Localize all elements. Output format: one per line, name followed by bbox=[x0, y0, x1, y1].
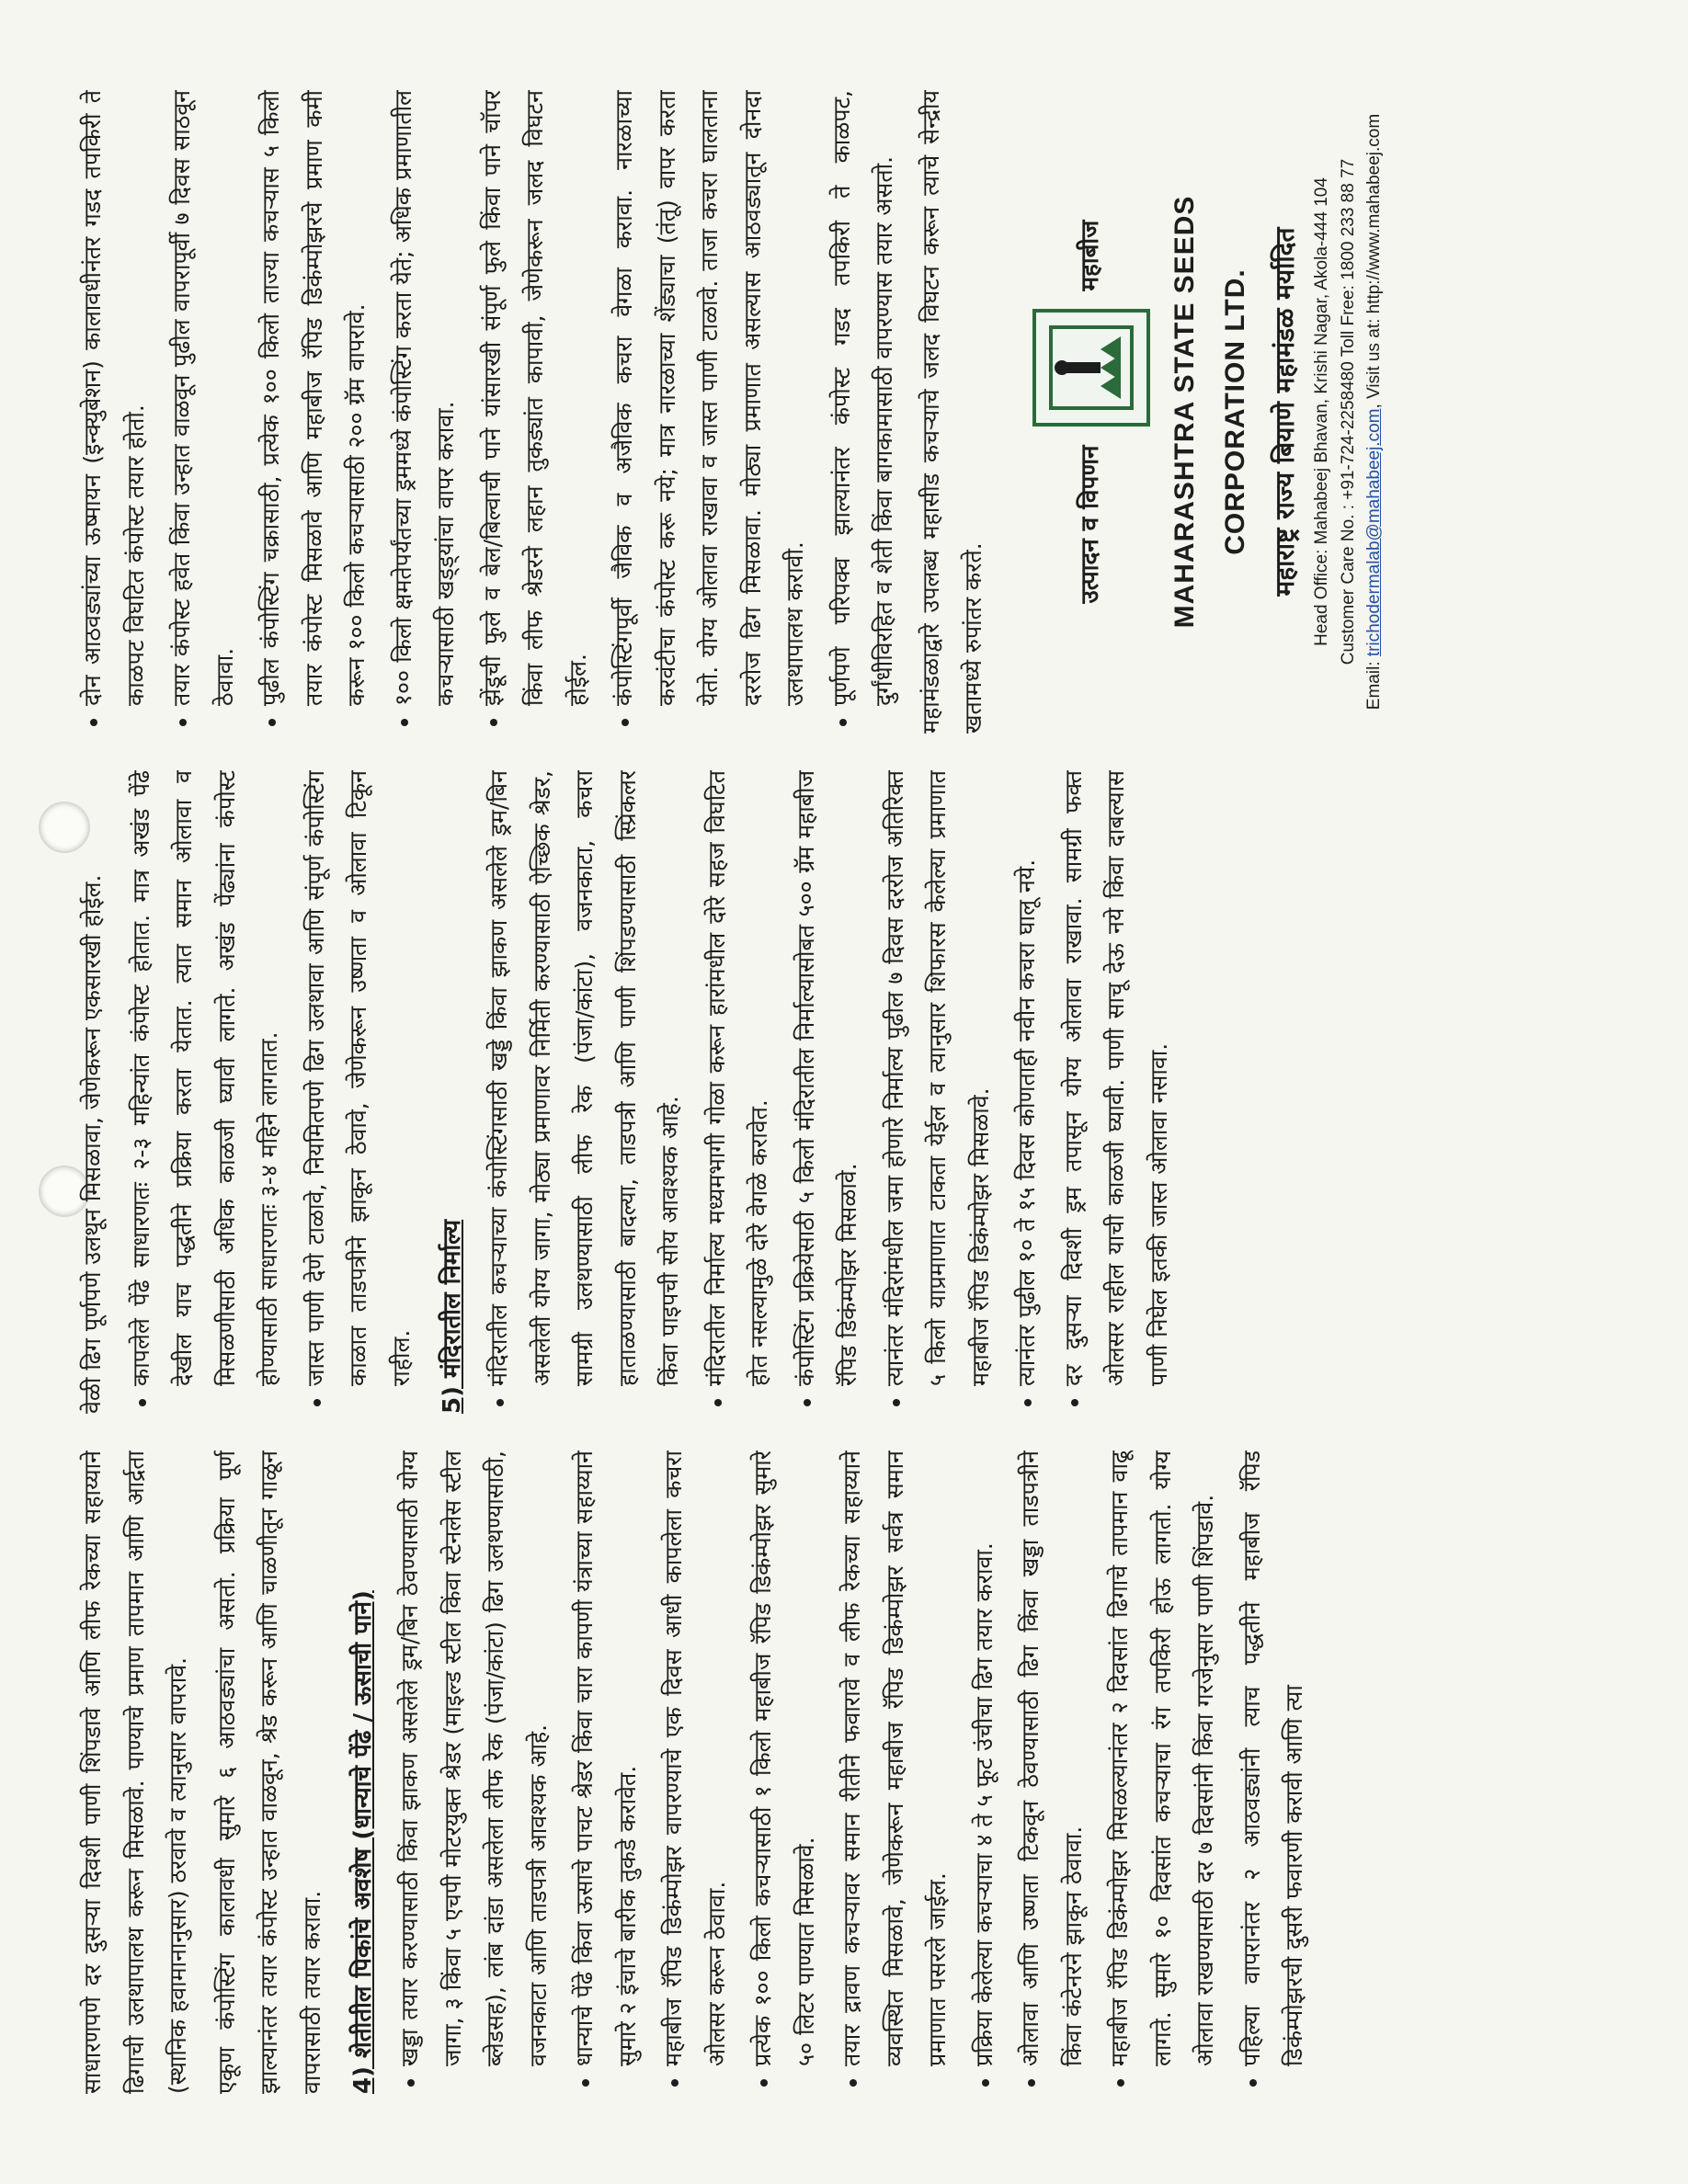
column-2 bbox=[72, 770, 1616, 1414]
list-item: • त्यानंतर पुढील १० ते १५ दिवस कोणताही नवीन कचरा घालू नये. bbox=[1006, 770, 1049, 1386]
paragraph: एकूण कंपोस्टिंग कालावधी सुमारे ६ आठवड्यांचा असतो. प्रक्रिया पूर्ण झाल्यानंतर तयार कंपोस्ट उन्हात वाळवून, श्रेड करून आणि चाळणीतून गाळून वापरासाठी तयार करावा. bbox=[212, 1450, 325, 2094]
leaflet-page bbox=[35, 35, 1653, 2149]
list-item: • तयार द्रावण कचऱ्यावर समान रीतीने फवारावे व लीफ रेकच्या सहाय्याने व्यवस्थित मिसळावे, जेणेकरून महाबीज रॅपिड डिकंम्पोझर सर्वत्र समान प्रमाणात पसरले जाईल. bbox=[831, 1450, 960, 2066]
list-item: • झेंडूची फुले व बेल/बिल्वाची पाने यांसारखी संपूर्ण फुले किंवा पाने चॉपर किंवा लीफ श्रेडरने लहान तुकड्यांत कापावी, जेणेकरून जलद विघटन होईल. bbox=[472, 90, 600, 706]
list-item: • तयार कंपोस्ट हवेत किंवा उन्हात वाळवून पुढील वापरापूर्वी ७ दिवस साठवून ठेवावा. bbox=[161, 90, 246, 706]
list-item: • दोन आठवड्यांच्या ऊष्मायन (इन्क्युबेशन) कालावधीनंतर गडद तपकिरी ते काळपट विघटित कंपोस्ट तयार होतो. bbox=[72, 90, 157, 706]
logo-row bbox=[1032, 90, 1150, 734]
list-item: • पूर्णपणे परिपक्व झाल्यानंतर कंपोस्ट गडद तपकिरी ते काळपट, दुर्गंधीविरहित व शेती किंवा बागकामासाठी वापरण्यास तयार असतो. bbox=[821, 90, 907, 706]
website-text: , Visit us at: http://www.mahabeej.com bbox=[1364, 113, 1385, 409]
list-item: • ओलावा आणि उष्णता टिकवून ठेवण्यासाठी ढिग किंवा खड्डा ताडपत्रीने किंवा कंटेनरने झाकून ठेवावा. bbox=[1009, 1450, 1095, 2066]
list-item: • १०० किलो क्षमतेपर्यंतच्या ड्रममध्ये कंपोस्टिंग करता येते; अधिक प्रमाणातील कचऱ्यासाठी खड्ड्यांचा वापर करावा. bbox=[382, 90, 468, 706]
list-item: • त्यानंतर मंदिरांमधील जमा होणारे निर्माल्य पुढील ७ दिवस दररोज अतिरिक्त ५ किलो याप्रमाणात टाकता येईल व त्यानुसार शिफारस केलेल्या प्रमाणात महाबीज रॅपिड डिकंम्पोझर मिसळावे. bbox=[874, 770, 1003, 1386]
list-item: • पहिल्या वापरानंतर २ आठवड्यांनी त्याच पद्धतीने महाबीज रॅपिड डिकंम्पोझरची दुसरी फवारणी करावी आणि त्या bbox=[1231, 1450, 1317, 2066]
bullet-list bbox=[72, 90, 907, 734]
list-item: • कंपोस्टिंग प्रक्रियेसाठी ५ किलो मंदिरातील निर्माल्यासोबत ५०० ग्रॅम महाबीज रॅपिड डिकंम्पोझर मिसळावे. bbox=[785, 770, 871, 1386]
list-item: • पुढील कंपोस्टिंग चक्रासाठी, प्रत्येक १०० किलो ताज्या कचऱ्यास ५ किलो तयार कंपोस्ट मिसळावे आणि महाबीज रॅपिड डिकंम्पोझरचे प्रमाण कमी करून १०० किलो कचऱ्यासाठी २०० ग्रॅम वापरावे. bbox=[250, 90, 379, 706]
list-item: • मंदिरातील कचऱ्याच्या कंपोस्टिंगसाठी खड्डे किंवा झाकण असलेले ड्रम/बिन असलेली योग्य जागा, मोठ्या प्रमाणावर निर्मिती करण्यासाठी ऐच्छिक श्रेडर, सामग्री उलथण्यासाठी लीफ रेक (पंजा/कांटा), वजनकाटा, कचरा हाताळण्यासाठी बादल्या, ताडपत्री आणि पाणी शिंपडण्यासाठी स्प्रिंकलर किंवा पाइपची सोय आवश्यक आहे. bbox=[478, 770, 692, 1386]
list-item: • प्रत्येक १०० किलो कचऱ्यासाठी १ किलो महाबीज रॅपिड डिकंम्पोझर सुमारे ५० लिटर पाण्यात मिसळावे. bbox=[742, 1450, 827, 2066]
bullet-list bbox=[478, 770, 1180, 1414]
list-item: • कापलेले पेंढे साधारणतः २-३ महिन्यांत कंपोस्ट होतात. मात्र अखंड पेंढे देखील याच पद्धतीने प्रक्रिया करता येतात. त्यात समान ओलावा व मिसळणीसाठी अधिक काळजी घ्यावी लागते. अखंड पेंढ्यांना कंपोस्ट होण्यासाठी साधारणतः ३-४ महिने लागतात. bbox=[120, 770, 291, 1386]
list-item: • खड्डा तयार करण्यासाठी किंवा झाकण असलेले ड्रम/बिन ठेवण्यासाठी योग्य जागा, ३ किंवा ५ एचपी मोटरयुक्त श्रेडर (माइल्ड स्टील किंवा स्टेनलेस स्टील ब्लेडसह), लांब दांडा असलेला लीफ रेक (पंजा/कांटा) ढिग उलथण्यासाठी, वजनकाटा आणि ताडपत्री आवश्यक आहे. bbox=[389, 1450, 560, 2066]
section-heading-4: 4) शेतीतील पिकांचे अवशेष (धान्याचे पेंढे / ऊसाची पाने) bbox=[349, 1590, 377, 2094]
customer-care: Customer Care No. : +91-724-2258480 Toll Free: 1800 233 88 77 bbox=[1338, 158, 1358, 665]
list-item: • मंदिरातील निर्माल्य मध्यमभागी गोळा करून हारांमधील दोरे सहज विघटित होत नसल्यामुळे दोरे वेगळे करावेत. bbox=[696, 770, 781, 1386]
column-1 bbox=[72, 1450, 1616, 2094]
list-item: • महाबीज रॅपिड डिकंम्पोझर वापरण्याचे एक दिवस आधी कापलेला कचरा ओलसर करून ठेवावा. bbox=[653, 1450, 738, 2066]
email-line bbox=[1362, 90, 1388, 734]
list-item: • धान्याचे पेंढे किंवा ऊसाचे पाचट श्रेडर किंवा चारा कापणी यंत्राच्या सहाय्याने सुमारे २ इंचाचे बारीक तुकडे करावेत. bbox=[564, 1450, 649, 2066]
section-heading-5: 5) मंदिरातील निर्माल्य bbox=[439, 1219, 466, 1414]
contact-block bbox=[1309, 90, 1388, 734]
list-item: • जास्त पाणी देणे टाळावे, नियमितपणे ढिग उलथावा आणि संपूर्ण कंपोस्टिंग काळात ताडपत्रीने झाकून ठेवावे, जेणेकरून उष्णता व ओलावा टिकून राहील. bbox=[295, 770, 424, 1386]
corporation-name-mr: महाराष्ट्र राज्य बियाणे महामंडळ मर्यादित bbox=[1270, 227, 1301, 597]
corporation-footer bbox=[1032, 90, 1388, 734]
list-item: • दर दुसऱ्या दिवशी ड्रम तपासून योग्य ओलावा राखावा. सामग्री फक्त ओलसर राहील याची काळजी घ्यावी. पाणी साचू देऊ नये किंवा दाबल्यास पाणी निघेल इतकी जास्त ओलावा नसावा. bbox=[1053, 770, 1181, 1386]
email-link[interactable]: trichodermalab@mahabeej.com bbox=[1364, 408, 1385, 657]
paragraph-continued: वेळी ढिग पूर्णपणे उलथून मिसळावा, जेणेकरून एकसारखी होईल. bbox=[79, 874, 106, 1414]
logo-caption: उत्पादन व विपणन bbox=[1077, 445, 1105, 604]
closing-paragraph: महामंडळाद्वारे उपलब्ध महासीड कचऱ्याचे जलद विघटन करून त्याचे सेन्द्रीय खतामध्ये रुपांतर करते. bbox=[917, 90, 987, 734]
head-office: Head Office: Mahabeej Bhavan, Krishi Nagar, Akola-444 104 bbox=[1312, 177, 1332, 646]
list-item: • प्रक्रिया केलेल्या कचऱ्याचा ४ ते ५ फूट उंचीचा ढिग तयार करावा. bbox=[964, 1450, 1007, 2066]
logo-word: महाबीज bbox=[1077, 220, 1105, 291]
list-item: • कंपोस्टिंगपूर्वी जैविक व अजैविक कचरा वेगळा करावा. नारळाच्या करवंटीचा कंपोस्ट करू नये; मात्र नारळाच्या शेंड्याचा (तंतू) वापर करता येतो. योग्य ओलावा राखावा व जास्त पाणी टाळावे. ताजा कचरा घालताना दररोज ढिग मिसळावा. मोठ्या प्रमाणात असल्यास आठवड्यातून दोनदा उलथापालथ करावी. bbox=[603, 90, 817, 706]
bullet-list bbox=[389, 1450, 1317, 2094]
list-item: • महाबीज रॅपिड डिकंम्पोझर मिसळल्यानंतर २ दिवसांत ढिगाचे तापमान वाढू लागते. सुमारे १० दिवसांत कचऱ्याचा रंग तपकिरी होऊ लागतो. योग्य ओलावा राखण्यासाठी दर ७ दिवसांनी किंवा गरजेनुसार पाणी शिंपडावे. bbox=[1099, 1450, 1227, 2066]
paragraph: साधारणपणे दर दुसऱ्या दिवशी पाणी शिंपडावे आणि लीफ रेकच्या सहाय्याने ढिगाची उलथापालथ करून मिसळावे. पाण्याचे प्रमाण तापमान आणि आर्द्रता (स्थानिक हवामानानुसार) ठरवावे व त्यानुसार वापरावे. bbox=[79, 1450, 191, 2094]
bullet-list bbox=[120, 770, 424, 1414]
mahabeej-logo-icon bbox=[1047, 324, 1135, 413]
corporation-name-en: MAHARASHTRA STATE SEEDS CORPORATION LTD. bbox=[1169, 195, 1251, 629]
mahabeej-logo bbox=[1032, 310, 1150, 427]
column-3 bbox=[72, 90, 1616, 734]
email-label: Email: bbox=[1364, 661, 1385, 711]
